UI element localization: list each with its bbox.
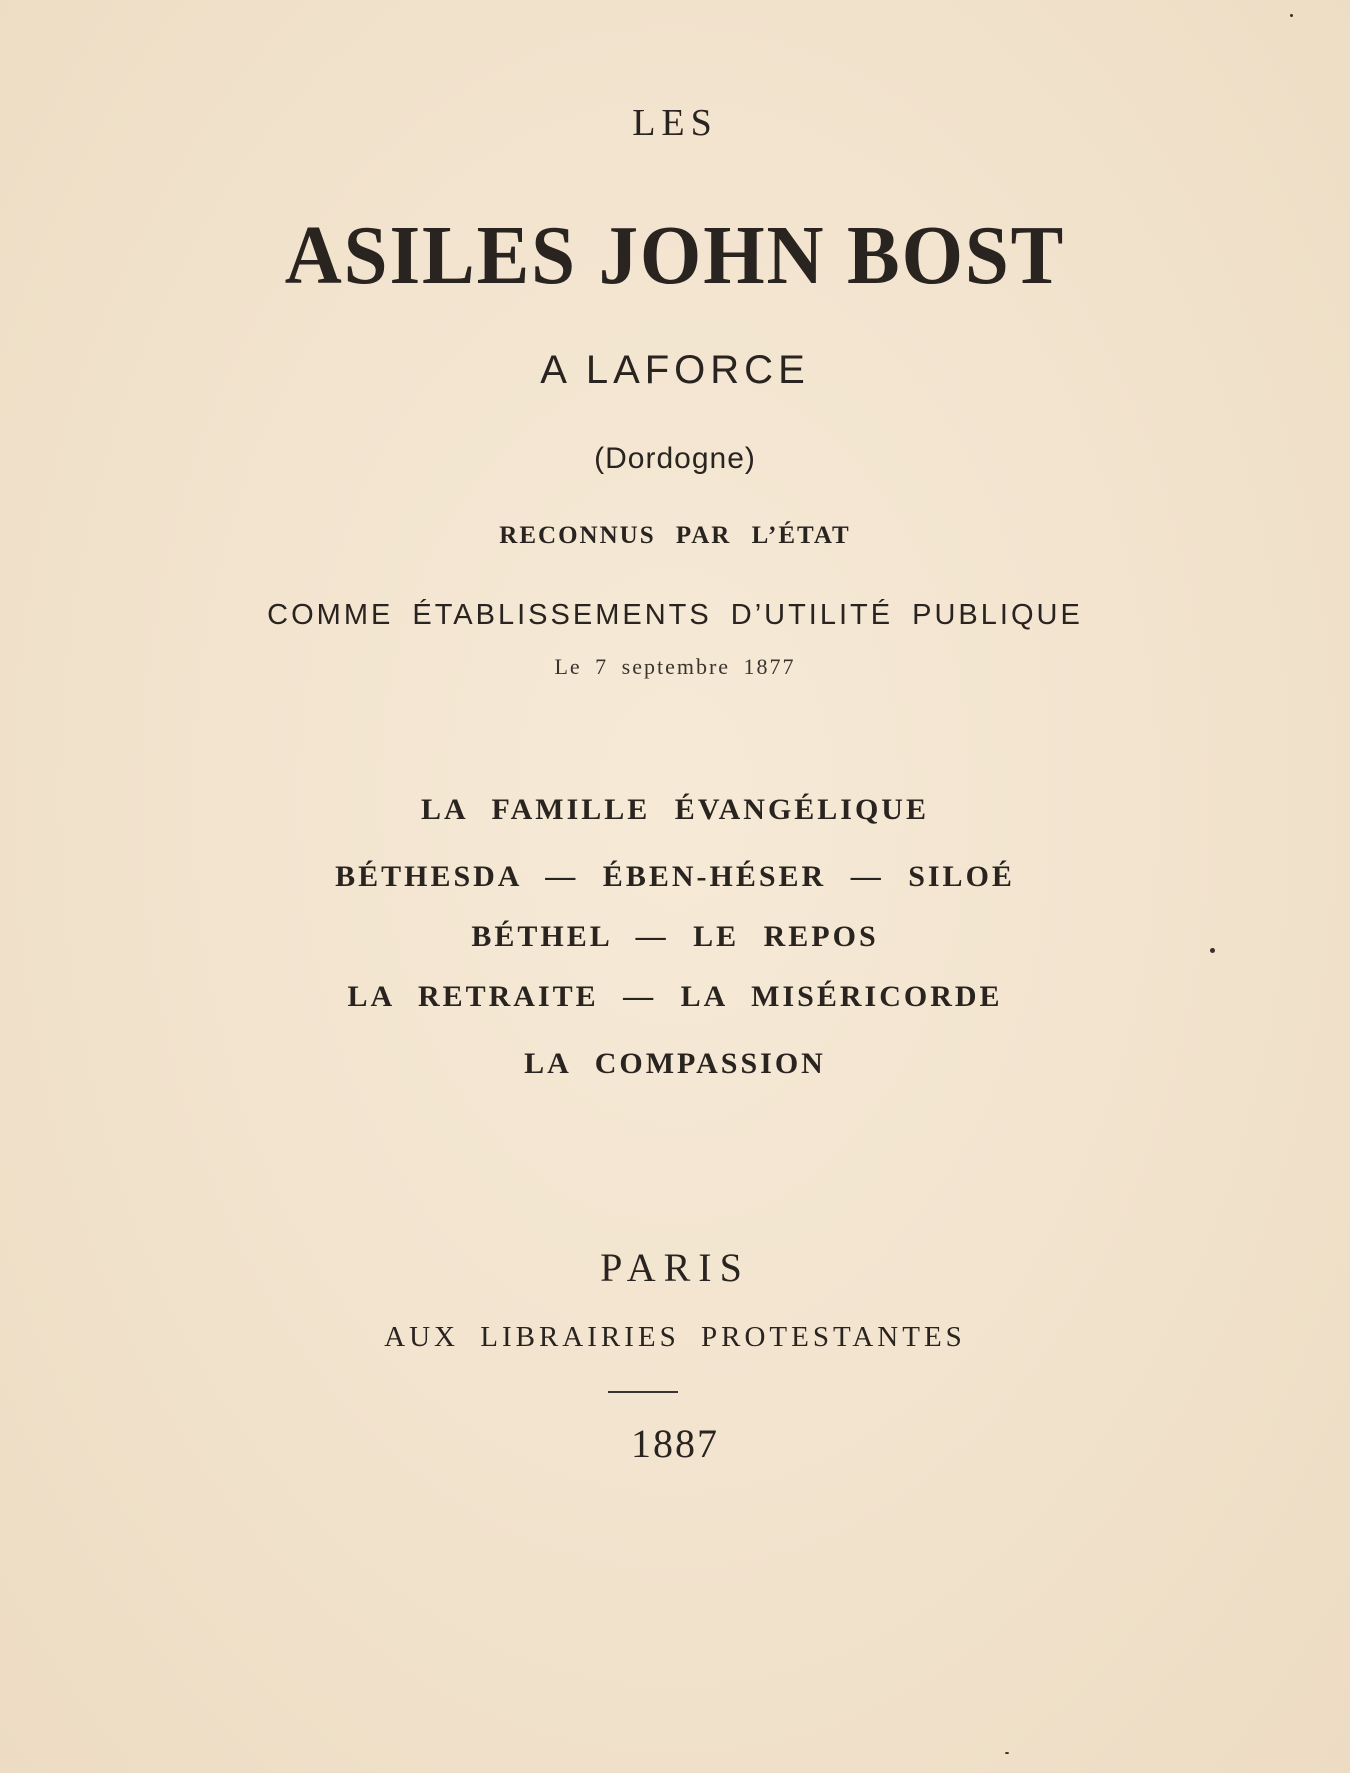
institution-line: BÉTHEL — LE REPOS — [471, 920, 879, 953]
paper-speck — [1290, 14, 1293, 17]
paper-speck — [1005, 1752, 1009, 1754]
publisher: AUX LIBRAIRIES PROTESTANTES — [384, 1321, 966, 1353]
institution-line: BÉTHESDA — ÉBEN-HÉSER — SILOÉ — [335, 860, 1015, 893]
recognition-date: Le 7 septembre 1877 — [554, 654, 796, 679]
publication-city: PARIS — [600, 1245, 750, 1290]
institution-line: LA COMPASSION — [524, 1047, 826, 1080]
paper-speck — [1210, 948, 1215, 953]
location: A LAFORCE — [540, 348, 810, 392]
recognition-line: RECONNUS PAR L’ÉTAT — [499, 522, 851, 549]
main-title: ASILES JOHN BOST — [284, 209, 1066, 302]
divider-rule — [608, 1391, 678, 1393]
institution-line: LA RETRAITE — LA MISÉRICORDE — [347, 980, 1003, 1013]
publication-year: 1887 — [631, 1421, 719, 1466]
title-prefix: LES — [632, 102, 718, 144]
public-utility-status: COMME ÉTABLISSEMENTS D’UTILITÉ PUBLIQUE — [267, 599, 1083, 631]
institution-line: LA FAMILLE ÉVANGÉLIQUE — [421, 793, 929, 826]
department: (Dordogne) — [594, 442, 756, 475]
